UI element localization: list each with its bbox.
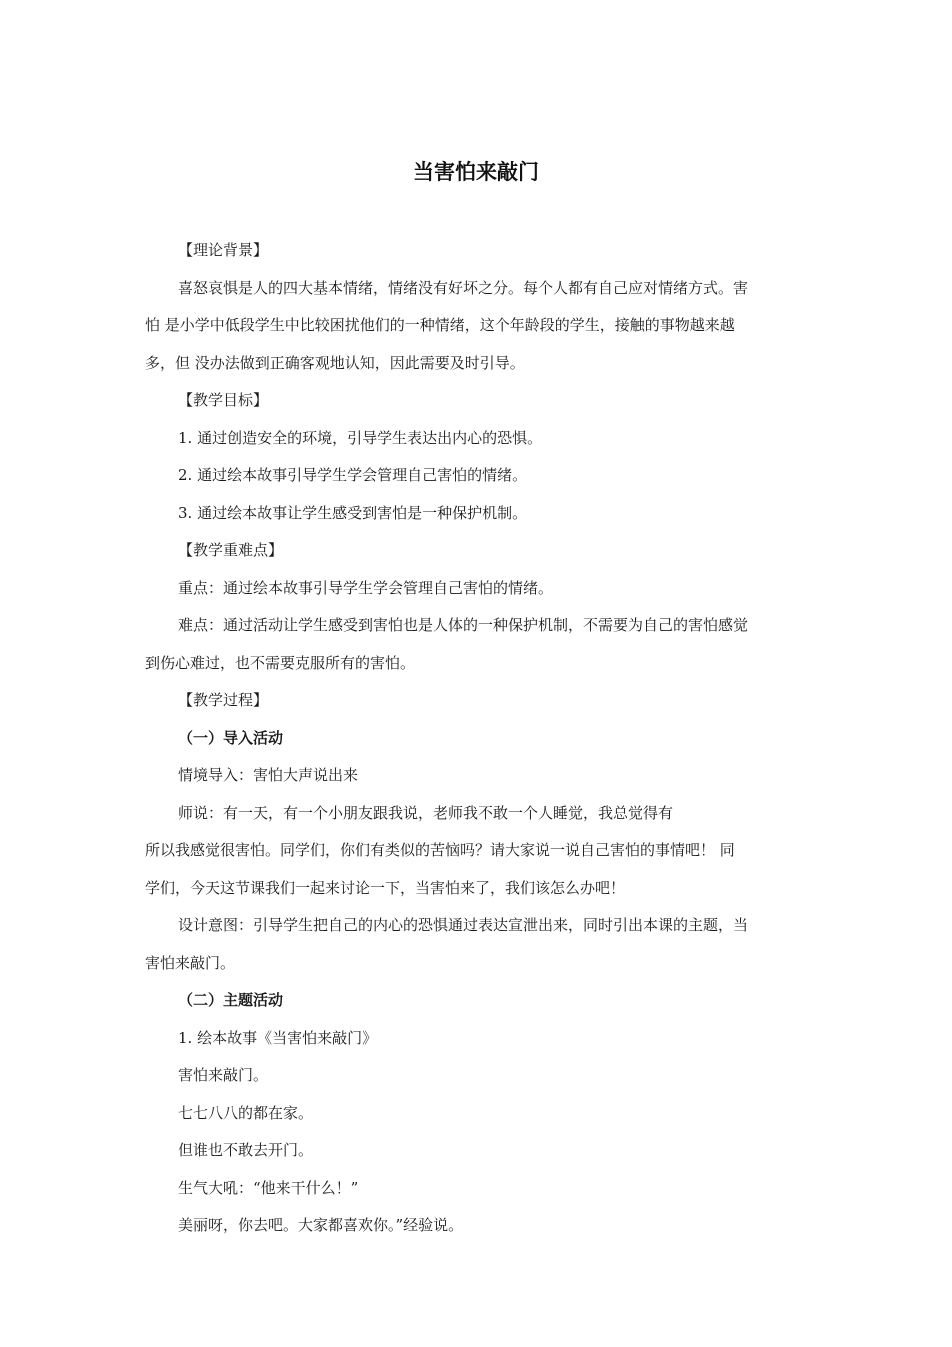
story-line-5: 美丽呀，你去吧。大家都喜欢你。”经验说。 xyxy=(178,1216,464,1234)
goal-item-1: 1. 通过创造安全的环境，引导学生表达出内心的恐惧。 xyxy=(178,428,543,447)
story-line-2: 七七八八的都在家。 xyxy=(178,1103,314,1122)
theory-paragraph xyxy=(145,270,809,383)
key-difficult-heading: 【教学重难点】 xyxy=(178,541,284,559)
scene-intro: 情境导入：害怕大声说出来 xyxy=(178,766,359,784)
theory-line-3: 多，但 没办法做到正确客观地认知，因此需要及时引导。 xyxy=(145,353,525,372)
document-body xyxy=(145,232,809,1245)
document-title: 当害怕来敲门 xyxy=(413,160,539,184)
part-2-heading: （二）主题活动 xyxy=(178,991,284,1009)
part-1-heading: （一）导入活动 xyxy=(178,728,284,747)
story-line-4: 生气大吼：“他来干什么！” xyxy=(178,1178,359,1197)
story-line-1: 害怕来敲门。 xyxy=(178,1066,269,1084)
theory-heading: 【理论背景】 xyxy=(178,241,269,259)
design-intent-line-1: 设计意图：引导学生把自己的内心的恐惧通过表达宣泄出来，同时引出本课的主题，当 xyxy=(178,916,749,934)
story-line-3: 但谁也不敢去开门。 xyxy=(178,1141,314,1159)
goal-item-3: 3. 通过绘本故事让学生感受到害怕是一种保护机制。 xyxy=(178,503,528,522)
goals-heading: 【教学目标】 xyxy=(178,391,269,409)
theory-line-2: 怕 是小学中低段学生中比较困扰他们的一种情绪，这个年龄段的学生，接触的事物越来越 xyxy=(145,316,735,334)
goal-item-2: 2. 通过绘本故事引导学生学会管理自己害怕的情绪。 xyxy=(178,466,528,484)
process-heading: 【教学过程】 xyxy=(178,691,269,709)
teacher-line-2: 所以我感觉很害怕。同学们，你们有类似的苦恼吗？请大家说一说自己害怕的事情吧！ 同 xyxy=(145,841,735,859)
theory-line-1: 喜怒哀惧是人的四大基本情绪，情绪没有好坏之分。每个人都有自己应对情绪方式。害 xyxy=(178,278,749,297)
teacher-line-1: 师说：有一天，有一个小朋友跟我说，老师我不敢一个人睡觉，我总觉得有 xyxy=(178,803,674,822)
design-intent-line-2: 害怕来敲门。 xyxy=(145,953,236,972)
story-title: 1. 绘本故事《当害怕来敲门》 xyxy=(178,1028,378,1047)
difficult-point-line-1: 难点：通过活动让学生感受到害怕也是人体的一种保护机制，不需要为自己的害怕感觉 xyxy=(178,616,749,634)
teacher-line-3: 学们，今天这节课我们一起来讨论一下，当害怕来了，我们该怎么办吧！ xyxy=(145,878,626,897)
difficult-point-line-2: 到伤心难过，也不需要克服所有的害怕。 xyxy=(145,653,416,672)
key-point: 重点：通过绘本故事引导学生学会管理自己害怕的情绪。 xyxy=(178,578,554,597)
